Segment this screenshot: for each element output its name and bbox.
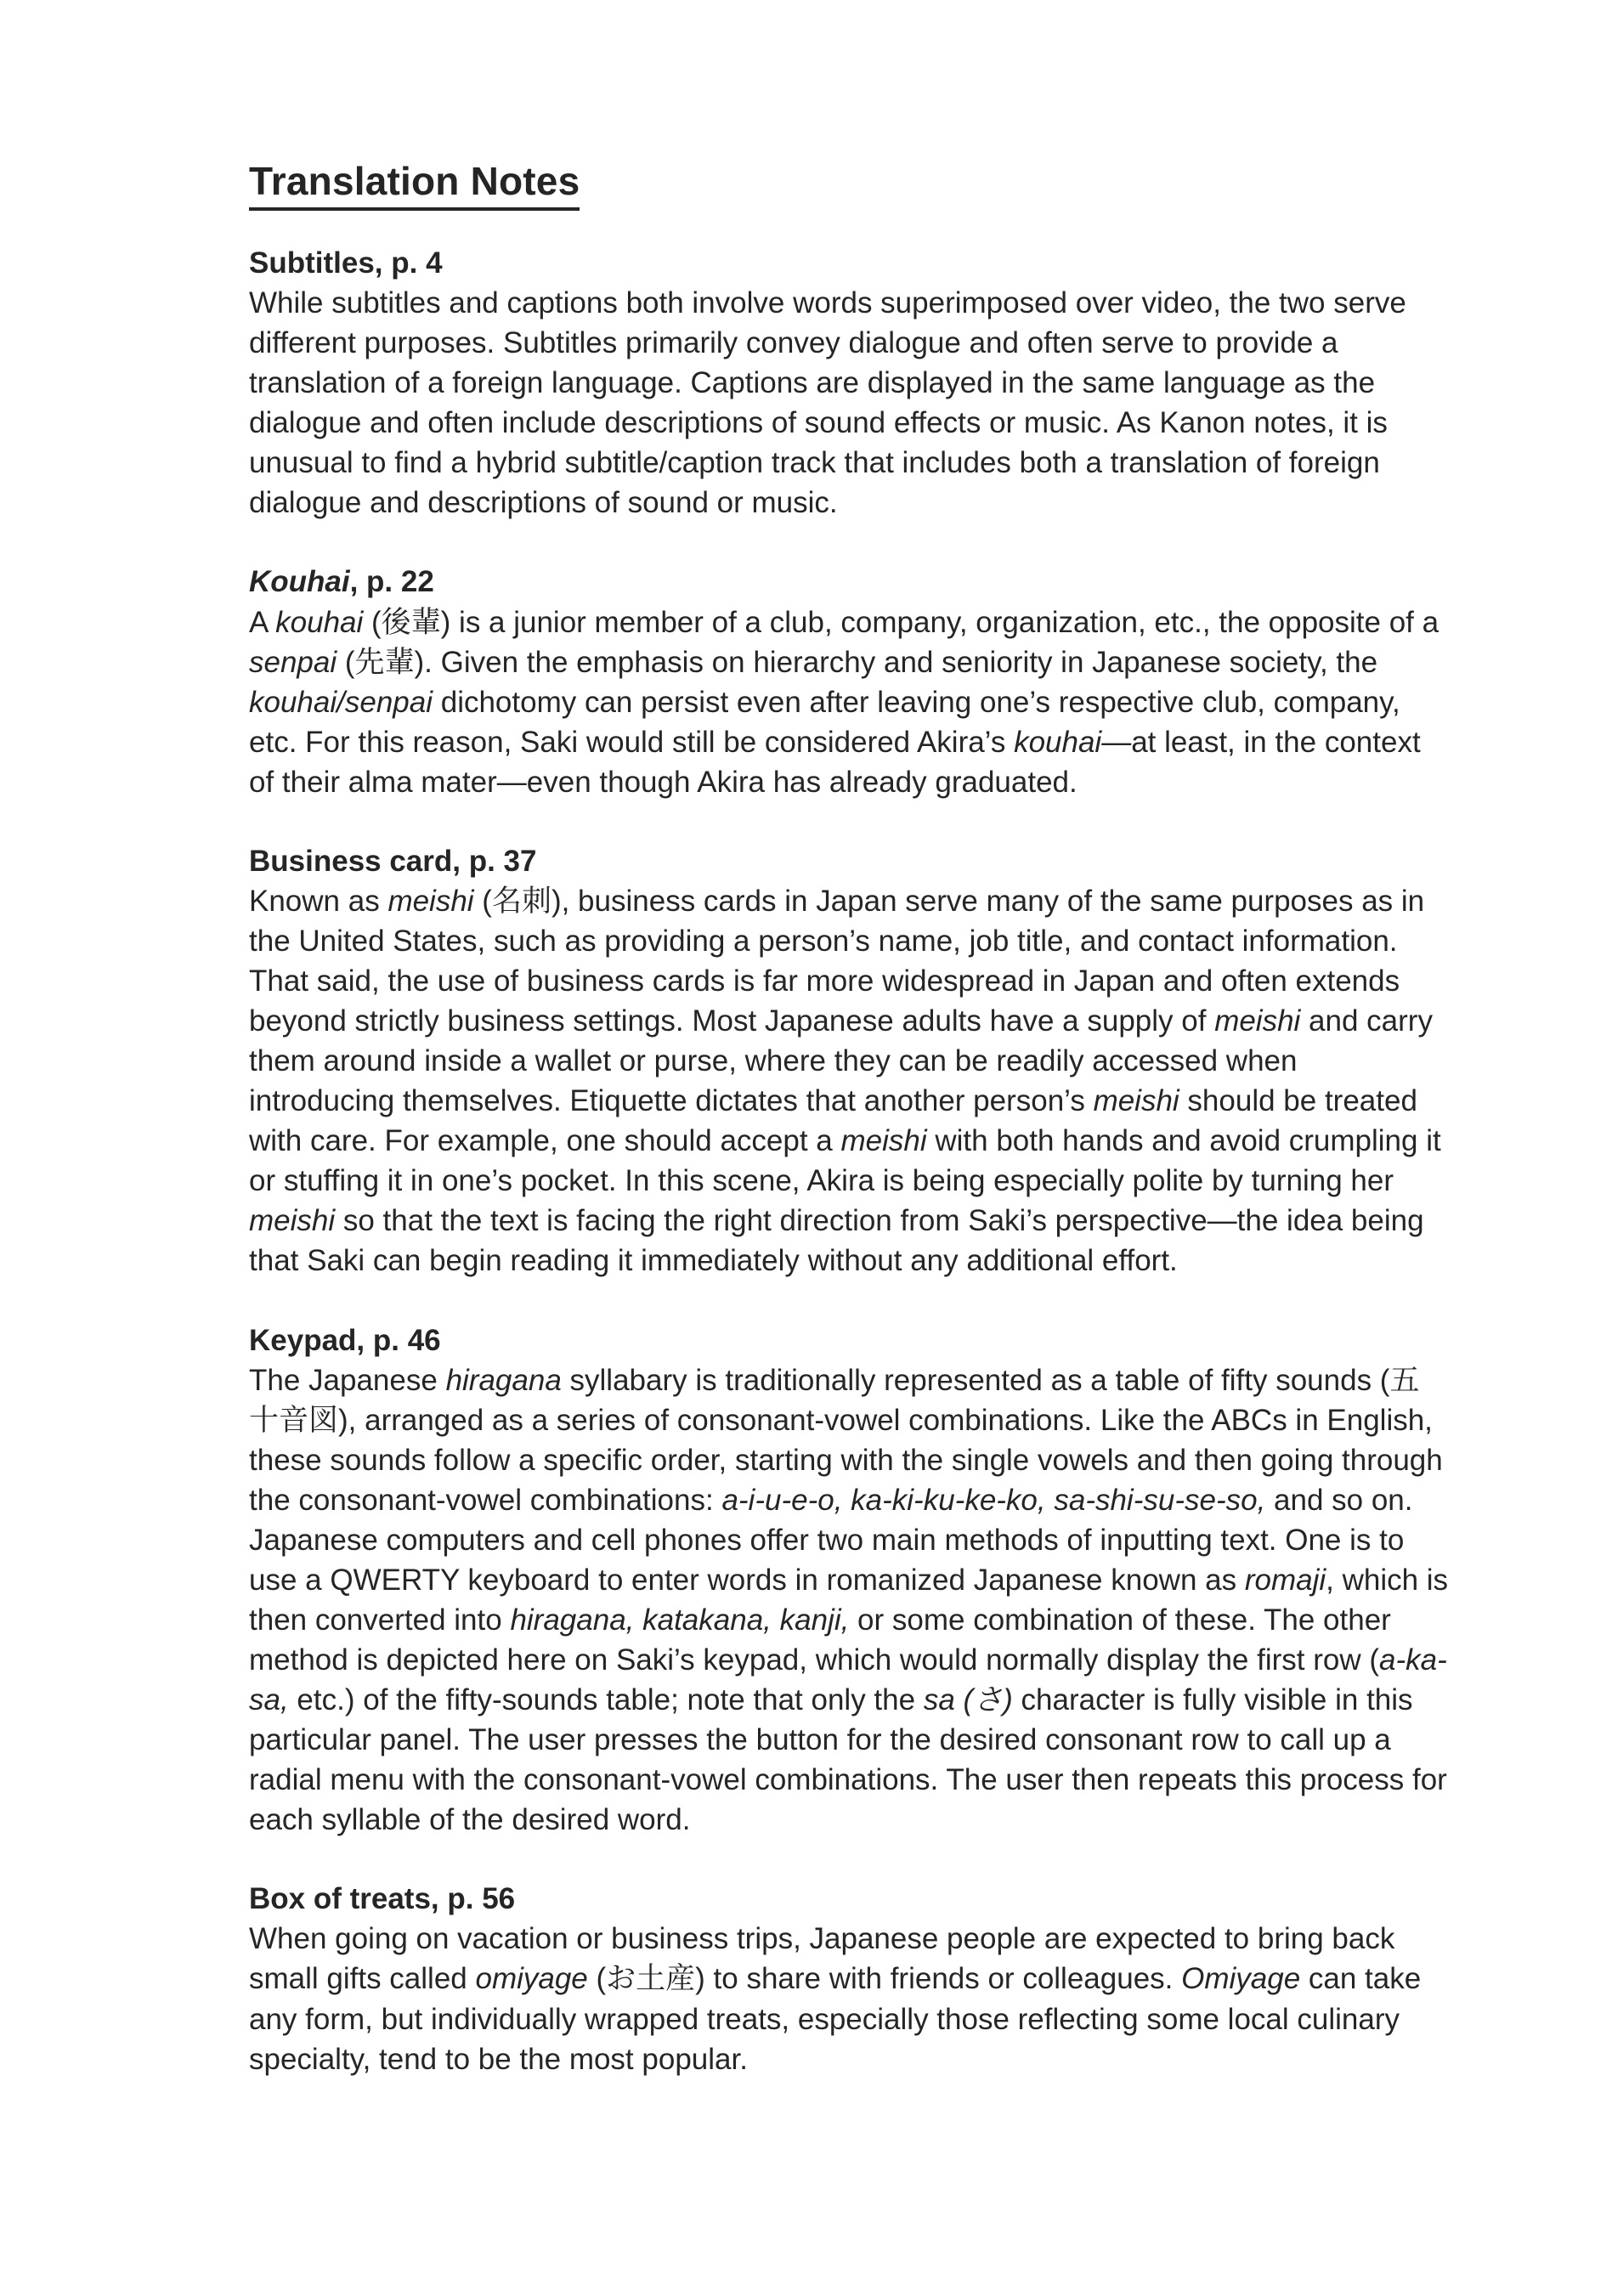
text-run: , which is then converted into bbox=[249, 1563, 1449, 1637]
italic-term: senpai bbox=[249, 645, 337, 679]
section-heading bbox=[249, 841, 1449, 881]
italic-term: sa (さ) bbox=[923, 1683, 1013, 1717]
text-run: —at least, in the context of their alma mater—even though Akira has already graduated. bbox=[249, 725, 1421, 799]
italic-term: meishi bbox=[840, 1124, 927, 1158]
text-run: Known as bbox=[249, 884, 388, 918]
italic-term: hiragana bbox=[445, 1363, 562, 1397]
section-heading bbox=[249, 562, 1449, 602]
section-heading bbox=[249, 1879, 1449, 1919]
section-body bbox=[249, 283, 1449, 523]
text-run: Subtitles, p. 4 bbox=[249, 246, 443, 280]
italic-term: a-i-u-e-o, ka-ki-ku-ke-ko, sa-shi-su-se-so, bbox=[721, 1483, 1266, 1517]
italic-term: kouhai bbox=[275, 605, 364, 639]
text-run: syllabary is traditionally represented as a table of fifty sounds (五十音図), arranged as a series of consonant-vowel combinations. Like the ABCs in English, these sounds follow a specific order, starting with the single vowels and then going through the consonant-vowel combinations: bbox=[249, 1363, 1443, 1517]
sections bbox=[249, 243, 1449, 2079]
italic-term: meishi bbox=[1214, 1004, 1301, 1038]
text-run: so that the text is facing the right direction from Saki’s perspective—the idea being that Saki can begin reading it immediately without any additional effort. bbox=[249, 1204, 1424, 1278]
text-run: and carry them around inside a wallet or purse, where they can be readily accessed when introducing themselves. Etiquette dictates that another person’s bbox=[249, 1004, 1433, 1118]
text-run: should be treated with care. For example, one should accept a bbox=[249, 1084, 1417, 1158]
text-run: Keypad, p. 46 bbox=[249, 1323, 441, 1357]
text-run: When going on vacation or business trips, Japanese people are expected to bring back small gifts called bbox=[249, 1922, 1395, 1996]
text-run: character is fully visible in this particular panel. The user presses the button for the desired consonant row to call up a radial menu with the consonant-vowel combinations. The user then repeats this process for each syllable of the desired word. bbox=[249, 1683, 1447, 1837]
note-section bbox=[249, 841, 1449, 1281]
text-run: (お土産) to share with friends or colleagues. bbox=[587, 1962, 1182, 1996]
italic-term: meishi bbox=[387, 884, 474, 918]
text-run: (名刺), business cards in Japan serve many of the same purposes as in the United States, such as providing a person’s name, job title, and contact information. That said, the use of business cards is far more widespread in Japan and often extends beyond strictly business settings. Most Japanese adults have a supply of bbox=[249, 884, 1425, 1038]
section-body bbox=[249, 881, 1449, 1281]
note-section bbox=[249, 562, 1449, 801]
text-run: Box of treats, p. 56 bbox=[249, 1882, 516, 1916]
note-section bbox=[249, 1879, 1449, 2078]
text-run: (先輩). Given the emphasis on hierarchy and seniority in Japanese society, the bbox=[337, 645, 1378, 679]
text-run: The Japanese bbox=[249, 1363, 446, 1397]
text-run: with both hands and avoid crumpling it or stuffing it in one’s pocket. In this scene, Akira is being especially polite by turning her bbox=[249, 1124, 1441, 1198]
note-section bbox=[249, 243, 1449, 523]
italic-term: omiyage bbox=[475, 1962, 588, 1996]
section-body bbox=[249, 1360, 1449, 1841]
text-run: can take any form, but individually wrapped treats, especially those reflecting some local culinary specialty, tend to be the most popular. bbox=[249, 1962, 1422, 2076]
italic-term: hiragana, katakana, kanji, bbox=[510, 1603, 850, 1637]
section-heading bbox=[249, 1320, 1449, 1360]
text-run: and so on. Japanese computers and cell phones offer two main methods of inputting text. One is to use a QWERTY keyboard to enter words in romanized Japanese known as bbox=[249, 1483, 1413, 1597]
italic-term: Omiyage bbox=[1181, 1962, 1301, 1996]
text-run: While subtitles and captions both involve words superimposed over video, the two serve different purposes. Subtitles primarily convey dialogue and often serve to provide a translation of a foreign language. Captions are displayed in the same language as the dialogue and often include descriptions of sound effects or music. As Kanon notes, it is unusual to find a hybrid subtitle/caption track that includes both a translation of foreign dialogue and descriptions of sound or music. bbox=[249, 286, 1406, 520]
italic-term: meishi bbox=[1093, 1084, 1179, 1118]
text-run: dichotomy can persist even after leaving one’s respective club, company, etc. For this reason, Saki would still be considered Akira’s bbox=[249, 685, 1400, 759]
text-run: etc.) of the fifty-sounds table; note that only the bbox=[288, 1683, 924, 1717]
text-run: (後輩) is a junior member of a club, company, organization, etc., the opposite of a bbox=[363, 605, 1439, 639]
note-section bbox=[249, 1320, 1449, 1841]
text-run: or some combination of these. The other method is depicted here on Saki’s keypad, which would normally display the first row ( bbox=[249, 1603, 1391, 1677]
italic-term: kouhai/senpai bbox=[249, 685, 433, 719]
section-body bbox=[249, 1919, 1449, 2078]
section-heading bbox=[249, 243, 1449, 283]
italic-term: kouhai bbox=[1014, 725, 1102, 759]
page-title: Translation Notes bbox=[249, 158, 580, 211]
text-run: A bbox=[249, 605, 276, 639]
text-run: , p. 22 bbox=[349, 565, 434, 599]
section-body bbox=[249, 602, 1449, 802]
italic-term: romaji bbox=[1244, 1563, 1326, 1597]
text-run: Business card, p. 37 bbox=[249, 844, 537, 878]
italic-term: a-ka-sa, bbox=[249, 1643, 1447, 1717]
italic-term: meishi bbox=[249, 1204, 336, 1238]
italic-term: Kouhai bbox=[249, 565, 350, 599]
